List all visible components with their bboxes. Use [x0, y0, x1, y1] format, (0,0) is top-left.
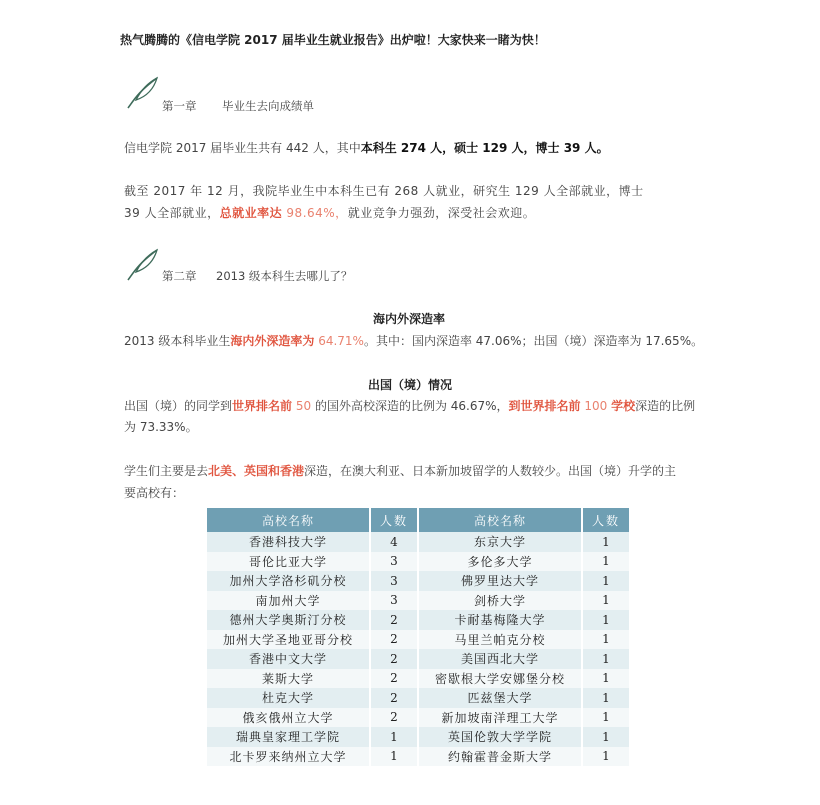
table-cell: 北卡罗来纳州立大学: [207, 747, 370, 767]
table-row: [207, 669, 629, 689]
table-cell: 佛罗里达大学: [418, 571, 582, 591]
table-cell: 英国伦敦大学学院: [418, 727, 582, 747]
table-row: [207, 571, 629, 591]
table-cell: 加州大学圣地亚哥分校: [207, 630, 370, 650]
chapter2-title: 2013 级本科生去哪儿了？: [216, 269, 353, 283]
table-cell: 匹兹堡大学: [418, 688, 582, 708]
table-cell: 1: [582, 552, 629, 572]
headline: 热气腾腾的《信电学院 2017 届毕业生就业报告》出炉啦！大家快来一睹为快！: [120, 33, 546, 47]
table-row: [207, 708, 629, 728]
feather-icon: [124, 246, 162, 284]
feather-icon: [124, 74, 162, 112]
table-cell: 1: [582, 630, 629, 650]
table-header: 高校名称: [207, 508, 370, 532]
table-cell: 1: [370, 727, 418, 747]
paragraph-abroad-line1: 出国（境）的同学到世界排名前 50 的国外高校深造的比例为 46.67%，到世界排名前 100 学校深造的比例: [124, 399, 696, 413]
paragraph-employment-line2: 39 人全部就业，总就业率达 98.64%，就业竞争力强劲，深受社会欢迎。: [124, 206, 536, 220]
table-cell: 1: [582, 591, 629, 611]
table-cell: 1: [582, 649, 629, 669]
table-cell: 剑桥大学: [418, 591, 582, 611]
table-cell: 南加州大学: [207, 591, 370, 611]
table-row: [207, 532, 629, 552]
table-header: 人数: [370, 508, 418, 532]
paragraph-abroad-line2: 为 73.33%。: [124, 420, 198, 434]
chapter1-number: 第一章: [162, 99, 197, 113]
paragraph-destinations-line2: 要高校有：: [124, 486, 185, 500]
table-row: [207, 747, 629, 767]
section-title-study-rate: 海内外深造率: [373, 312, 446, 326]
table-cell: 瑞典皇家理工学院: [207, 727, 370, 747]
table-cell: 1: [582, 532, 629, 552]
table-cell: 密歇根大学安娜堡分校: [418, 669, 582, 689]
table-cell: 1: [582, 688, 629, 708]
table-cell: 美国西北大学: [418, 649, 582, 669]
table-cell: 3: [370, 552, 418, 572]
section-title-abroad: 出国（境）情况: [368, 378, 453, 392]
table-cell: 德州大学奥斯汀分校: [207, 610, 370, 630]
table-cell: 2: [370, 649, 418, 669]
table-row: [207, 688, 629, 708]
table-row: [207, 630, 629, 650]
table-cell: 香港科技大学: [207, 532, 370, 552]
table-cell: 加州大学洛杉矶分校: [207, 571, 370, 591]
table-cell: 多伦多大学: [418, 552, 582, 572]
chapter1-title: 毕业生去向成绩单: [222, 99, 314, 113]
table-cell: 莱斯大学: [207, 669, 370, 689]
table-cell: 2: [370, 708, 418, 728]
table-cell: 马里兰帕克分校: [418, 630, 582, 650]
table-cell: 新加坡南洋理工大学: [418, 708, 582, 728]
paragraph-study-rate: 2013 级本科毕业生海内外深造率为 64.71%。其中：国内深造率 47.06%；出国（境）深造率为 17.65%。: [124, 334, 704, 348]
table-header: 高校名称: [418, 508, 582, 532]
table-cell: 2: [370, 610, 418, 630]
table-cell: 1: [582, 669, 629, 689]
table-cell: 香港中文大学: [207, 649, 370, 669]
table-cell: 3: [370, 571, 418, 591]
table-cell: 1: [370, 747, 418, 767]
paragraph-graduates: 信电学院 2017 届毕业生共有 442 人，其中本科生 274 人，硕士 129 人，博士 39 人。: [124, 141, 609, 155]
table-cell: 2: [370, 630, 418, 650]
table-cell: 1: [582, 610, 629, 630]
table-cell: 俄亥俄州立大学: [207, 708, 370, 728]
university-table: [207, 508, 629, 766]
table-row: [207, 552, 629, 572]
table-row: [207, 727, 629, 747]
table-cell: 1: [582, 571, 629, 591]
table-row: [207, 591, 629, 611]
table-header-row: [207, 508, 629, 532]
table-cell: 东京大学: [418, 532, 582, 552]
table-row: [207, 610, 629, 630]
table-cell: 约翰霍普金斯大学: [418, 747, 582, 767]
table-cell: 1: [582, 708, 629, 728]
table-cell: 3: [370, 591, 418, 611]
table-cell: 2: [370, 669, 418, 689]
paragraph-employment-line1: 截至 2017 年 12 月，我院毕业生中本科生已有 268 人就业，研究生 129 人全部就业，博士: [124, 184, 644, 198]
table-header: 人数: [582, 508, 629, 532]
table-cell: 哥伦比亚大学: [207, 552, 370, 572]
table-cell: 1: [582, 727, 629, 747]
table-cell: 2: [370, 688, 418, 708]
table-cell: 杜克大学: [207, 688, 370, 708]
table-cell: 1: [582, 747, 629, 767]
paragraph-destinations-line1: 学生们主要是去北美、英国和香港深造，在澳大利亚、日本新加坡留学的人数较少。出国（境）升学的主: [124, 464, 677, 478]
table-row: [207, 649, 629, 669]
chapter2-number: 第二章: [162, 269, 197, 283]
table-cell: 4: [370, 532, 418, 552]
table-cell: 卡耐基梅隆大学: [418, 610, 582, 630]
